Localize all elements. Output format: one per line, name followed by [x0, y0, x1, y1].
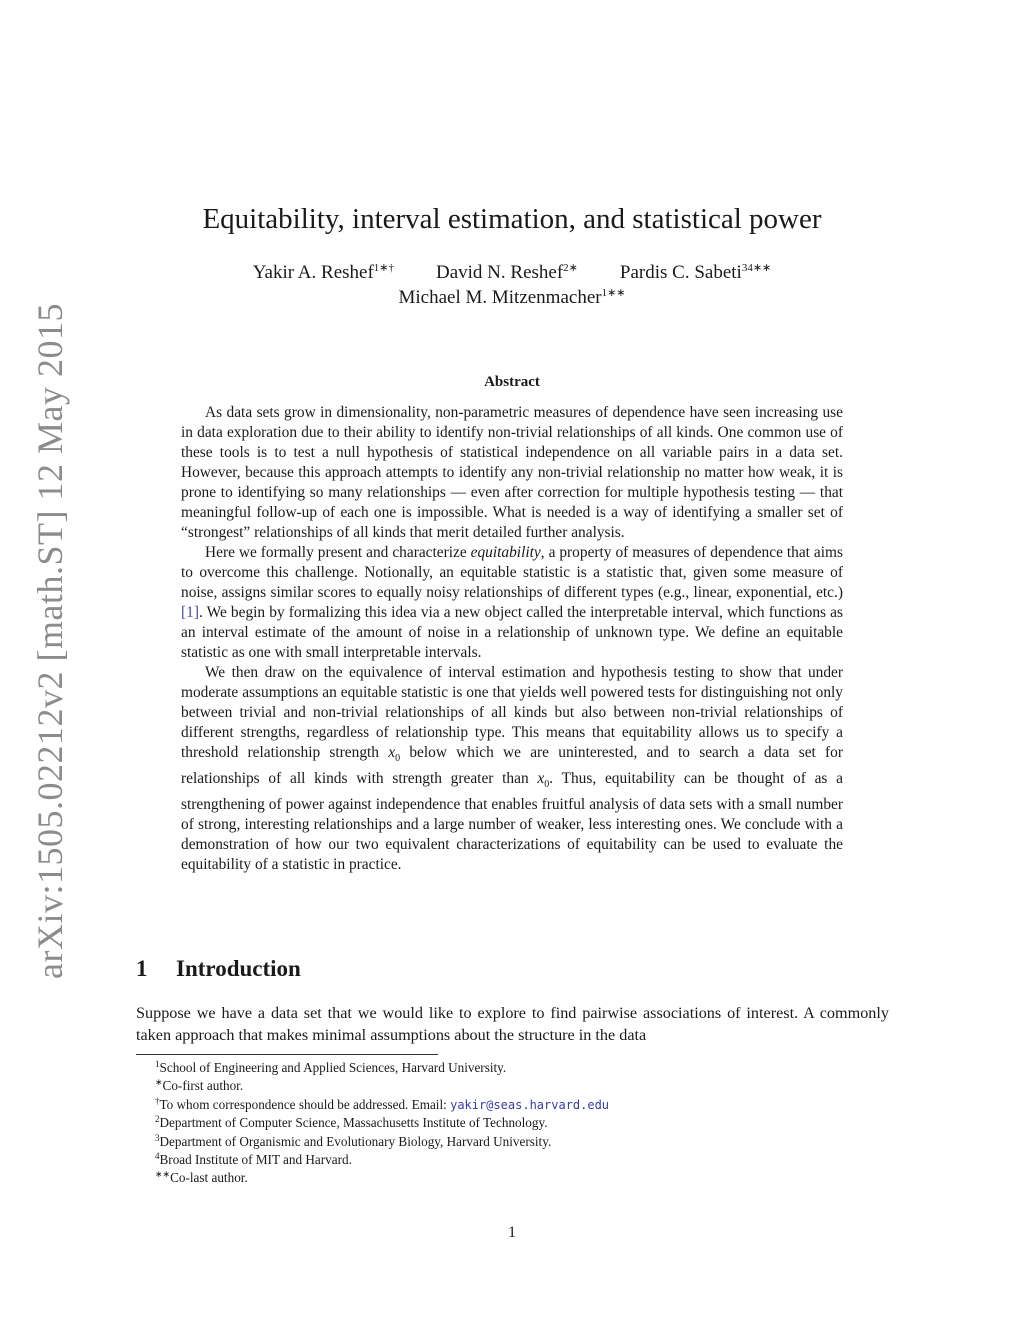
author-name: Michael M. Mitzenmacher — [398, 287, 602, 308]
footnote: $^3$Department of Organismic and Evolutionary Biology, Harvard University. — [155, 1132, 552, 1149]
math-x0: $x_0$ — [537, 770, 550, 791]
author-name: Yakir A. Reshef — [252, 262, 374, 283]
footnote: $^4$Broad Institute of MIT and Harvard. — [155, 1151, 352, 1168]
abstract-heading: Abstract — [484, 374, 540, 390]
footnotes — [136, 1059, 896, 1188]
arxiv-stamp — [29, 303, 71, 979]
abstract-body — [181, 403, 843, 875]
author — [253, 260, 394, 285]
author-name: David N. Reshef — [436, 262, 564, 283]
author — [436, 260, 578, 285]
arxiv-stamp-text: arXiv:1505.02212v2 [math.ST] 12 May 2015 — [30, 303, 70, 979]
section-title: Introduction — [176, 956, 301, 981]
math-x0: $x_0$ — [388, 744, 401, 765]
abstract-paragraph: As data sets grow in dimensionality, non-parametric measures of dependence have seen increasing use in data exploration due to their ability to identify non-trivial relationships of all kinds. One common use of these tools is to test a null hypothesis of statistical independence on all variable pairs in a data set. However, because this approach attempts to identify any non-trivial relationship no matter how weak, it is prone to identifying so many relationships — even after correction for multiple hypothesis testing — that meaningful follow-up of each one is impossible. What is needed is a way of identifying a smaller set of “strongest” relationships of all kinds that merit detailed further analysis. — [181, 404, 843, 541]
section-heading — [136, 955, 301, 983]
author — [620, 260, 771, 285]
author-name: Pardis C. Sabeti — [619, 262, 742, 283]
author-affiliation-marks: 1∗† — [373, 262, 394, 274]
author — [398, 285, 625, 310]
footnote-rule — [136, 1054, 438, 1055]
footnote: $^2$Department of Computer Science, Massachusetts Institute of Technology. — [155, 1114, 548, 1131]
author-list — [130, 260, 894, 310]
intro-paragraph: Suppose we have a data set that we would like to explore to find pairwise associations of interest. A commonly taken approach that makes minimal assumptions about the structure in the data — [136, 1004, 889, 1044]
author-affiliation-marks: 34∗∗ — [741, 262, 772, 274]
email-link[interactable]: yakir@seas.harvard.edu — [450, 1097, 610, 1112]
author-affiliation-marks: 1∗∗ — [601, 287, 626, 299]
footnote: †To whom correspondence should be addressed. Email: yakir@seas.harvard.edu — [155, 1095, 610, 1112]
author-affiliation-marks: 2∗ — [563, 262, 578, 274]
footnote: ∗Co-first author. — [155, 1077, 244, 1094]
abstract-paragraph: Here we formally present and characterize equitability, a property of measures of dependence that aims to overcome this challenge. Notionally, an equitable statistic is a statistic that, given some measure of noise, assigns similar scores to equally noisy relationships of different types (e.g., linear, exponential, etc.) [1]. We begin by formalizing this idea via a new object called the interpretable interval, which functions as an interval estimate of the amount of noise in a relationship of unknown type. We define an equitable statistic as one with small interpretable intervals. — [181, 544, 843, 661]
abstract-paragraph: We then draw on the equivalence of interval estimation and hypothesis testing to show that under moderate assumptions an equitable statistic is one that yields well powered tests for distinguishing not only between trivial and non-trivial relationships of all kinds but also between non-trivial relationships of different strengths, regardless of relationship type. This means that equitability allows us to specify a threshold relationship strength $x_0$ below which we are uninterested, and to search a data set for relationships of all kinds with strength greater than $x_0$. Thus, equitability can be thought of as a strengthening of power against independence that enables fruitful analysis of data sets with a small number of strong, interesting relationships and a large number of weaker, less interesting ones. We conclude with a demonstration of how our two equivalent characterizations of equitability can be used to evaluate the equitability of a statistic in practice. — [181, 664, 843, 874]
citation-link[interactable]: [1] — [181, 604, 199, 621]
footnote: $^1$School of Engineering and Applied Sciences, Harvard University. — [155, 1059, 507, 1075]
footnote: ∗∗Co-last author. — [155, 1169, 248, 1186]
emphasis-term: equitability — [470, 544, 541, 561]
section-number: 1 — [136, 956, 148, 981]
paper-title: Equitability, interval estimation, and statistical power — [202, 203, 822, 235]
page-number: 1 — [508, 1224, 516, 1241]
